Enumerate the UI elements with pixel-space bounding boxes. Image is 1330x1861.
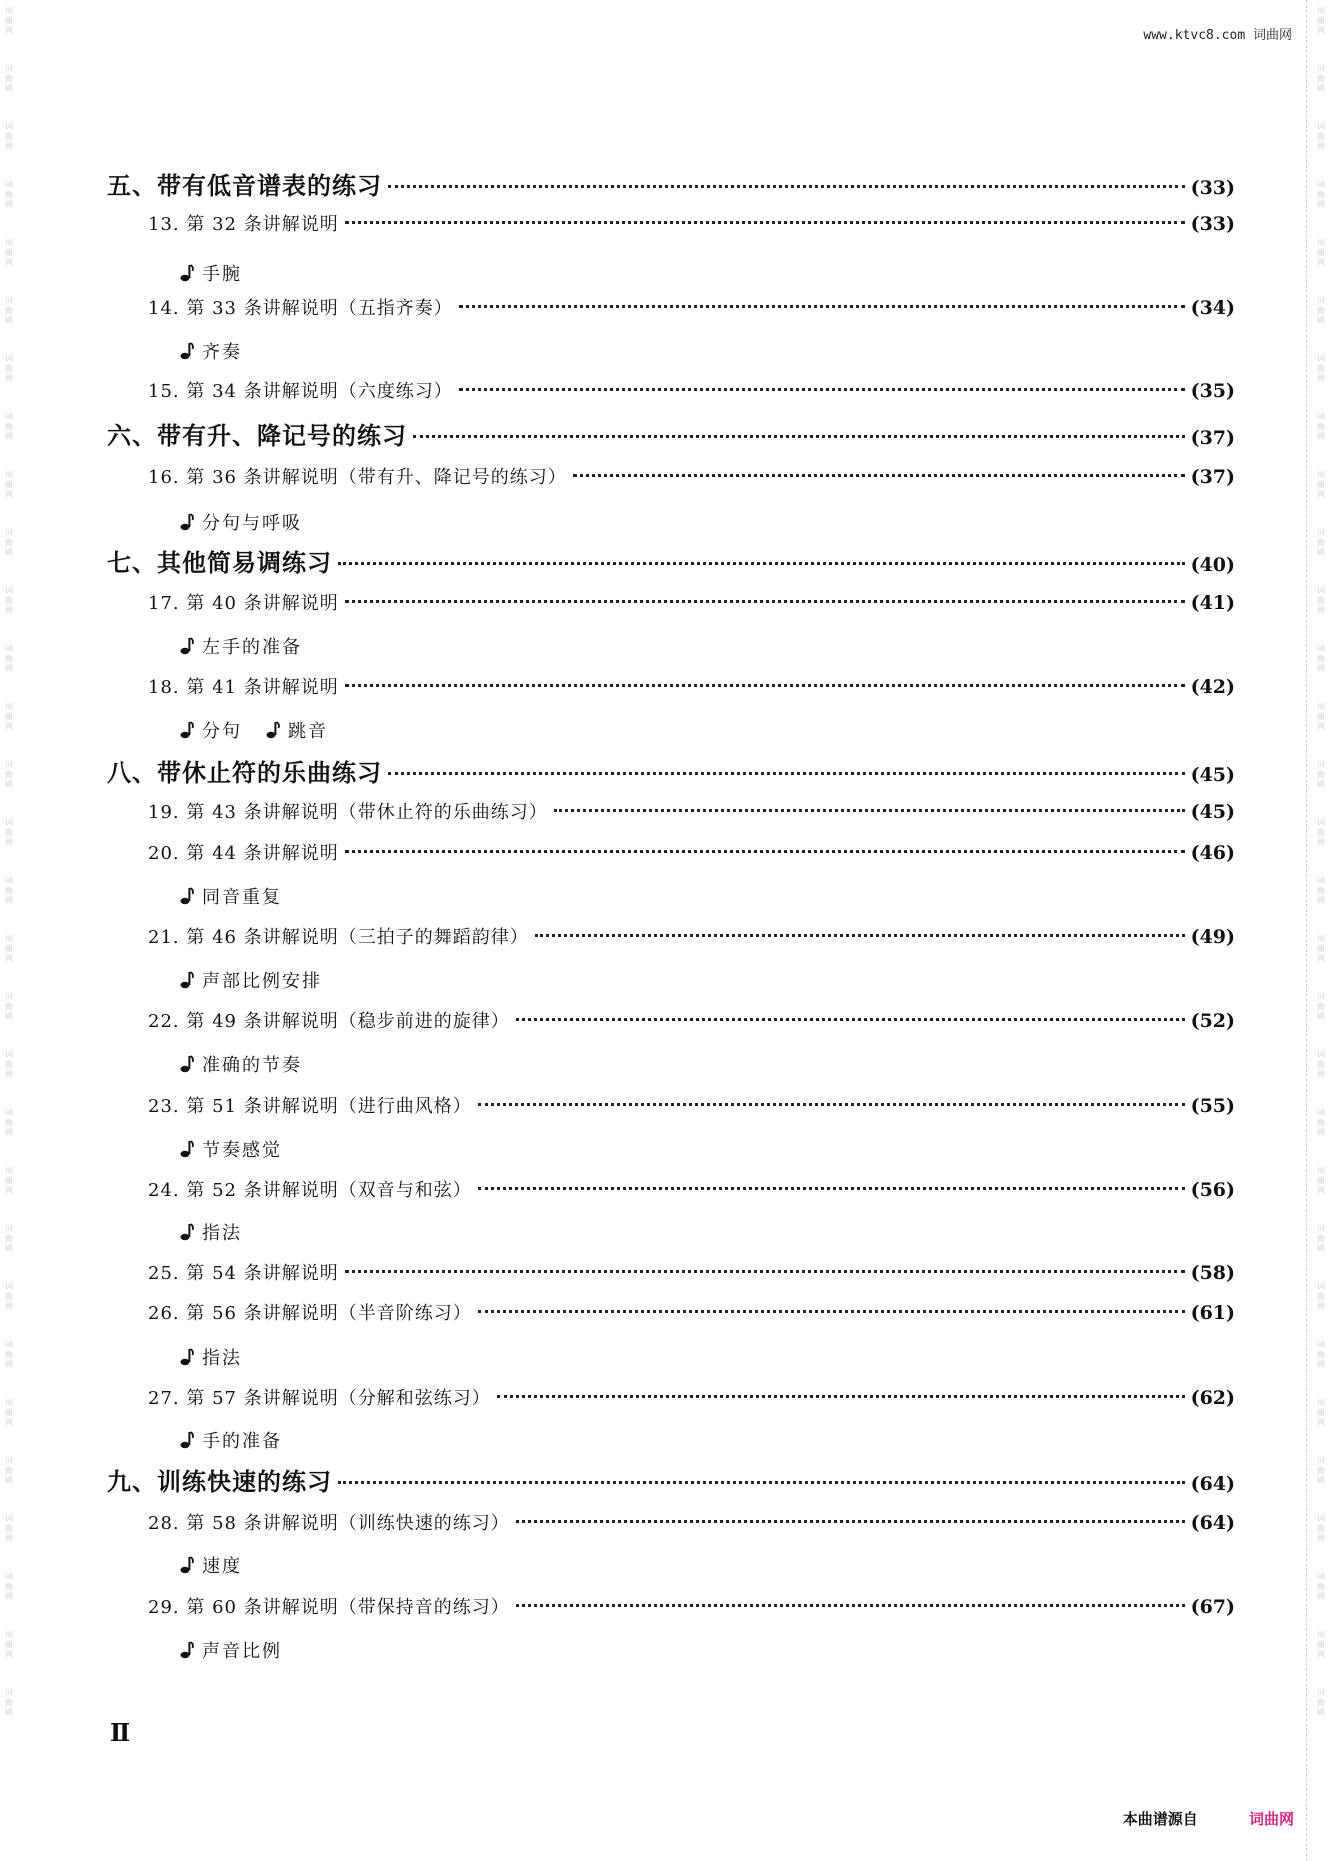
watermark-text: 词 曲 网	[5, 354, 13, 383]
toc-entry-title: 23. 第 51 条讲解说明（进行曲风格）	[148, 1096, 472, 1117]
toc-section[interactable]	[107, 1462, 1235, 1497]
toc-section-title: 七、其他简易调练习	[107, 548, 332, 577]
watermark-text: 词 曲 网	[5, 528, 13, 557]
watermark-text: 词 曲 网	[1317, 1398, 1325, 1427]
watermark-text: 词 曲 网	[1317, 470, 1325, 499]
watermark-text: 词 曲 网	[5, 818, 13, 847]
watermark-text: 词 曲 网	[1317, 238, 1325, 267]
watermark-text: 词 曲 网	[5, 238, 13, 267]
toc-section[interactable]	[107, 543, 1235, 578]
music-note-icon	[180, 637, 194, 655]
toc-section[interactable]	[107, 416, 1235, 451]
watermark-text: 词 曲 网	[5, 1108, 13, 1137]
toc-note	[180, 1344, 242, 1370]
toc-section-title: 八、带休止符的乐曲练习	[107, 758, 382, 787]
toc-note-label: 手腕	[202, 264, 242, 285]
music-note-icon	[180, 1140, 194, 1158]
toc-note	[180, 883, 282, 909]
watermark-text: 词 曲 网	[1317, 64, 1325, 93]
toc-note-label: 分句	[202, 721, 242, 742]
toc-entry[interactable]	[148, 798, 1235, 824]
music-note-icon	[180, 264, 194, 282]
watermark-text: 词 曲 网	[5, 122, 13, 151]
toc-page-number: (33)	[1190, 177, 1235, 199]
toc-entry[interactable]	[148, 1299, 1235, 1325]
toc-page-number: (34)	[1190, 297, 1235, 319]
toc-entry-title: 27. 第 57 条讲解说明（分解和弦练习）	[148, 1388, 491, 1409]
site-name: 词曲网	[1252, 28, 1292, 43]
toc-note-label: 分句与呼吸	[202, 513, 302, 534]
watermark-text: 词 曲 网	[1317, 296, 1325, 325]
music-note-icon	[180, 513, 194, 531]
watermark-text: 词 曲 网	[5, 64, 13, 93]
toc-page-number: (41)	[1190, 592, 1235, 614]
footer-source-text: 本曲谱源自	[1122, 1810, 1198, 1828]
watermark-text: 词 曲 网	[1317, 934, 1325, 963]
toc-entry[interactable]	[148, 1176, 1235, 1202]
dot-leader	[516, 1504, 1185, 1523]
page-number: Ⅱ	[110, 1718, 131, 1747]
toc-note-label: 声音比例	[202, 1641, 282, 1662]
toc-page-number: (40)	[1190, 554, 1235, 576]
watermark-text: 词 曲 网	[5, 470, 13, 499]
toc-note	[180, 260, 242, 286]
toc-entry-title: 19. 第 43 条讲解说明（带休止符的乐曲练习）	[148, 802, 548, 823]
dot-leader	[478, 1087, 1185, 1106]
watermark-text: 词 曲 网	[1317, 1108, 1325, 1137]
toc-note-label: 跳音	[288, 721, 328, 742]
toc-note-label: 指法	[202, 1223, 242, 1244]
watermark-text: 词 曲 网	[1317, 644, 1325, 673]
watermark-text: 词 曲 网	[5, 1166, 13, 1195]
toc-note-label: 齐奏	[202, 342, 242, 363]
toc-note-label: 同音重复	[202, 887, 282, 908]
toc-note	[180, 509, 302, 535]
toc-page-number: (37)	[1190, 427, 1235, 449]
dot-leader	[388, 756, 1185, 775]
toc-note	[180, 1136, 282, 1162]
toc-entry[interactable]	[148, 1092, 1235, 1118]
toc-entry-title: 15. 第 34 条讲解说明（六度练习）	[148, 381, 453, 402]
toc-entry-title: 29. 第 60 条讲解说明（带保持音的练习）	[148, 1597, 510, 1618]
toc-entry-title: 21. 第 46 条讲解说明（三拍子的舞蹈韵律）	[148, 927, 529, 948]
watermark-text: 词 曲 网	[5, 1398, 13, 1427]
toc-note	[180, 717, 328, 743]
toc-entry[interactable]	[148, 923, 1235, 949]
toc-page-number: (55)	[1190, 1095, 1235, 1117]
watermark-text: 词 曲 网	[1317, 586, 1325, 615]
toc-note-label: 手的准备	[202, 1431, 282, 1452]
dot-leader	[345, 1254, 1185, 1273]
watermark-text: 词 曲 网	[5, 760, 13, 789]
toc-note	[180, 338, 242, 364]
toc-entry[interactable]	[148, 589, 1235, 615]
toc-entry-title: 20. 第 44 条讲解说明	[148, 843, 339, 864]
watermark-text: 词 曲 网	[5, 1572, 13, 1601]
watermark-text: 词 曲 网	[1317, 122, 1325, 151]
watermark-text: 词 曲 网	[5, 1050, 13, 1079]
dot-leader	[388, 169, 1185, 188]
watermark-text: 词 曲 网	[5, 412, 13, 441]
music-note-icon	[180, 1055, 194, 1073]
toc-page-number: (58)	[1190, 1262, 1235, 1284]
toc-entry[interactable]	[148, 1509, 1235, 1535]
toc-section-title: 五、带有低音谱表的练习	[107, 171, 382, 200]
watermark-text: 词 曲 网	[1317, 760, 1325, 789]
toc-entry[interactable]	[148, 1259, 1235, 1285]
toc-entry[interactable]	[148, 1384, 1235, 1410]
watermark-text: 词 曲 网	[1317, 1224, 1325, 1253]
watermark-text: 词 曲 网	[1317, 702, 1325, 731]
toc-entry[interactable]	[148, 463, 1235, 489]
toc-page-number: (52)	[1190, 1010, 1235, 1032]
toc-note-label: 声部比例安排	[202, 971, 322, 992]
toc-page-number: (64)	[1190, 1473, 1235, 1495]
toc-entry[interactable]	[148, 673, 1235, 699]
toc-entry[interactable]	[148, 294, 1235, 320]
watermark-text: 词 曲 网	[1317, 1456, 1325, 1485]
music-note-icon	[180, 1348, 194, 1366]
dot-leader	[413, 419, 1185, 438]
watermark-text: 词 曲 网	[1317, 1166, 1325, 1195]
toc-page-number: (45)	[1190, 801, 1235, 823]
toc-note-label: 准确的节奏	[202, 1055, 302, 1076]
watermark-text: 词 曲 网	[1317, 1572, 1325, 1601]
watermark-text: 词 曲 网	[5, 876, 13, 905]
toc-page-number: (49)	[1190, 926, 1235, 948]
dot-leader	[497, 1379, 1185, 1398]
watermark-text: 词 曲 网	[5, 992, 13, 1021]
dot-leader	[478, 1294, 1185, 1313]
toc-note-label: 左手的准备	[202, 637, 302, 658]
dot-leader	[345, 834, 1185, 853]
watermark-text: 词 曲 网	[5, 1340, 13, 1369]
toc-entry[interactable]	[148, 1593, 1235, 1619]
watermark-text: 词 曲 网	[5, 1630, 13, 1659]
watermark-text: 词 曲 网	[1317, 354, 1325, 383]
toc-section-title: 九、训练快速的练习	[107, 1467, 332, 1496]
toc-page-number: (64)	[1190, 1512, 1235, 1534]
music-note-icon	[180, 1431, 194, 1449]
watermark-text: 词 曲 网	[5, 1688, 13, 1717]
watermark-text: 词 曲 网	[1317, 1688, 1325, 1717]
watermark-text: 词 曲 网	[5, 586, 13, 615]
toc-entry[interactable]	[148, 210, 1235, 236]
music-note-icon	[180, 721, 194, 739]
watermark-text: 词 曲 网	[5, 702, 13, 731]
toc-page-number: (56)	[1190, 1179, 1235, 1201]
toc-entry[interactable]	[148, 839, 1235, 865]
toc-entry-title: 17. 第 40 条讲解说明	[148, 593, 339, 614]
toc-page-number: (33)	[1190, 213, 1235, 235]
watermark-text: 词 曲 网	[5, 180, 13, 209]
watermark-text: 词 曲 网	[1317, 1630, 1325, 1659]
toc-entry-title: 25. 第 54 条讲解说明	[148, 1263, 339, 1284]
music-note-icon	[180, 887, 194, 905]
watermark-text: 词 曲 网	[5, 1282, 13, 1311]
toc-note	[180, 1637, 282, 1663]
toc-section[interactable]	[107, 753, 1235, 788]
footer-source	[1123, 1808, 1294, 1829]
dot-leader	[345, 668, 1185, 687]
toc-entry-title: 22. 第 49 条讲解说明（稳步前进的旋律）	[148, 1011, 510, 1032]
watermark-text: 词 曲 网	[5, 296, 13, 325]
toc-note-label: 指法	[202, 1348, 242, 1369]
toc-page-number: (42)	[1190, 676, 1235, 698]
toc-page-number: (35)	[1190, 380, 1235, 402]
watermark-text: 词 曲 网	[5, 6, 13, 35]
watermark-text: 词 曲 网	[1317, 6, 1325, 35]
music-note-icon	[180, 1641, 194, 1659]
watermark-text: 词 曲 网	[1317, 992, 1325, 1021]
watermark-text: 词 曲 网	[1317, 412, 1325, 441]
toc-entry-title: 16. 第 36 条讲解说明（带有升、降记号的练习）	[148, 467, 567, 488]
music-note-icon	[266, 721, 280, 739]
watermark-text: 词 曲 网	[1317, 1340, 1325, 1369]
toc-entry[interactable]	[148, 1007, 1235, 1033]
watermark-text: 词 曲 网	[1317, 876, 1325, 905]
toc-page-number: (62)	[1190, 1387, 1235, 1409]
dot-leader	[338, 1465, 1185, 1484]
toc-note	[180, 1552, 242, 1578]
watermark-text: 词 曲 网	[5, 1224, 13, 1253]
toc-note	[180, 967, 322, 993]
dot-leader	[516, 1002, 1185, 1021]
watermark-text: 词 曲 网	[1317, 180, 1325, 209]
watermark-text: 词 曲 网	[5, 1456, 13, 1485]
toc-entry-title: 14. 第 33 条讲解说明（五指齐奏）	[148, 298, 453, 319]
toc-page-number: (37)	[1190, 466, 1235, 488]
toc-section[interactable]	[107, 166, 1235, 201]
toc-page-number: (45)	[1190, 764, 1235, 786]
toc-note	[180, 1051, 302, 1077]
toc-page-number: (67)	[1190, 1596, 1235, 1618]
toc-entry[interactable]	[148, 377, 1235, 403]
toc-page-number: (46)	[1190, 842, 1235, 864]
watermark-text: 词 曲 网	[5, 934, 13, 963]
dot-leader	[345, 205, 1185, 224]
dot-leader	[573, 458, 1185, 477]
toc-entry-title: 26. 第 56 条讲解说明（半音阶练习）	[148, 1303, 472, 1324]
watermark-text: 词 曲 网	[5, 1514, 13, 1543]
watermark-text: 词 曲 网	[1317, 1514, 1325, 1543]
music-note-icon	[180, 1556, 194, 1574]
watermark-text: 词 曲 网	[5, 644, 13, 673]
music-note-icon	[180, 1223, 194, 1241]
toc-section-title: 六、带有升、降记号的练习	[107, 421, 407, 450]
dot-leader	[516, 1588, 1185, 1607]
dot-leader	[478, 1171, 1185, 1190]
toc-entry-title: 28. 第 58 条讲解说明（训练快速的练习）	[148, 1513, 510, 1534]
toc-page-number: (61)	[1190, 1302, 1235, 1324]
dot-leader	[345, 584, 1185, 603]
dot-leader	[459, 289, 1185, 308]
toc-note-label: 速度	[202, 1556, 242, 1577]
toc-note-label: 节奏感觉	[202, 1140, 282, 1161]
watermark-text: 词 曲 网	[1317, 528, 1325, 557]
toc-entry-title: 13. 第 32 条讲解说明	[148, 214, 339, 235]
footer-brand: 词曲网	[1248, 1810, 1294, 1828]
dot-leader	[338, 546, 1185, 565]
watermark-text: 词 曲 网	[1317, 1282, 1325, 1311]
watermark-text: 词 曲 网	[1317, 818, 1325, 847]
site-url: www.ktvc8.com	[1143, 28, 1246, 43]
toc-note	[180, 1219, 242, 1245]
dot-leader	[554, 793, 1185, 812]
toc-entry-title: 24. 第 52 条讲解说明（双音与和弦）	[148, 1180, 472, 1201]
toc-note	[180, 1427, 282, 1453]
dot-leader	[459, 372, 1185, 391]
toc-note	[180, 633, 302, 659]
watermark-text: 词 曲 网	[1317, 1050, 1325, 1079]
music-note-icon	[180, 342, 194, 360]
dot-leader	[535, 918, 1185, 937]
music-note-icon	[180, 971, 194, 989]
toc-entry-title: 18. 第 41 条讲解说明	[148, 677, 339, 698]
